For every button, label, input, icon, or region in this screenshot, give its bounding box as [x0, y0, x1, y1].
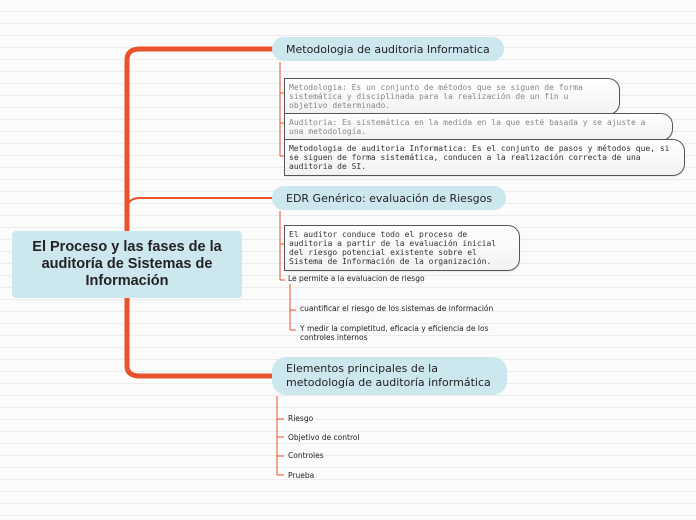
branch-elementos-principales[interactable]	[272, 357, 507, 395]
trunk-connector	[127, 49, 272, 231]
note-metodologia[interactable]: Metodologia: Es un conjunto de métodos que se siguen de forma sistemática y disciplinada para la realización de un fin u objetivo determinado.	[284, 78, 620, 115]
leaf-controles[interactable]: Controles	[288, 451, 324, 460]
note-auditoria[interactable]: Auditoria: Es sistemática en la medida en la que esté basada y se ajuste a una metodología.	[284, 113, 673, 141]
leaf-objetivo-control[interactable]: Objetivo de control	[288, 433, 360, 442]
note-auditor[interactable]: El auditor conduce todo el proceso de auditoría a partir de la evaluación inicial del riesgo potencial existente sobre el Sistema de Información de la organización.	[284, 225, 520, 271]
central-topic-title: El Proceso y las fases de la auditoría de Sistemas de Información	[32, 239, 222, 289]
branch-label: EDR Genérico: evaluación de Riesgos	[286, 191, 493, 205]
branch-label: Metodologia de auditoria Informatica	[286, 42, 490, 56]
subtopic-evaluacion-riesgo[interactable]: Le permite a la evaluacion de riesgo	[288, 274, 425, 283]
branch-label: Elementos principales de la metodología de auditoría informática	[286, 362, 491, 389]
leaf-riesgo[interactable]: Riesgo	[288, 414, 314, 423]
central-topic[interactable]	[12, 231, 242, 298]
leaf-cuantificar-riesgo[interactable]: cuantificar el riesgo de los sistemas de información	[300, 304, 494, 313]
branch2-connector	[127, 198, 272, 210]
branch-metodologia[interactable]	[272, 37, 504, 61]
leaf-prueba[interactable]: Prueba	[288, 471, 315, 480]
branch-edr-generico[interactable]	[272, 186, 506, 210]
trunk-connector-lower	[127, 298, 272, 376]
note-metodologia-auditoria-informatica[interactable]: Metodologia de auditoria Informatica: Es el conjunto de pasos y métodos que, si se siguen de forma sistemática, conducen a la realización correcta de una auditoria de SI.	[284, 139, 685, 176]
leaf-medir-completitud[interactable]: Y medir la completitud, eficacia y eficiencia de los controles internos	[300, 324, 489, 342]
